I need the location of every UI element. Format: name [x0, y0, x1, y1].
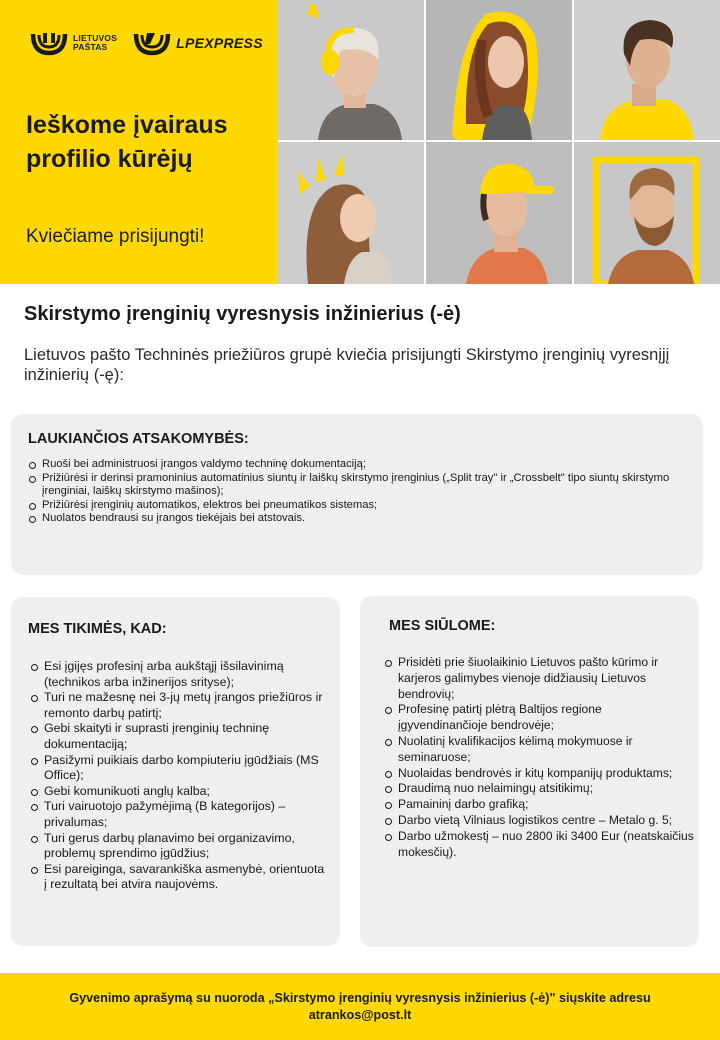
responsibilities-panel: [11, 414, 703, 575]
logo-lp-line2: PAŠTAS: [73, 42, 108, 52]
list-item: Turi gerus darbų planavimo bei organizavimo, problemų sprendimo įgūdžius;: [30, 831, 330, 862]
subline: Kviečiame prisijungti!: [26, 226, 205, 247]
portrait-man-yellow-cap: [426, 142, 572, 284]
list-item: Profesinę patirtį plėtrą Baltijos regione įgyvendinančioje bendrovėje;: [384, 702, 694, 734]
list-item: Turi ne mažesnę nei 3-jų metų įrangos priežiūros ir remonto darbų patirtį;: [30, 690, 330, 721]
list-item: Darbo vietą Vilniaus logistikos centre – Metalo g. 5;: [384, 813, 694, 829]
list-item: Prisidėti prie šiuolaikinio Lietuvos pašto kūrimo ir karjeros galimybes vienoje didžiausių Lietuvos bendrovių;: [384, 655, 694, 702]
footer-instruction: Gyvenimo aprašymą su nuoroda „Skirstymo įrenginių vyresnysis inžinierius (-ė)" siųskite adresu: [69, 991, 651, 1005]
header-yellow-panel: [0, 0, 278, 284]
portrait-woman-long-hair: [278, 142, 424, 284]
footer-banner: [0, 973, 720, 1040]
horn-icon: [30, 30, 68, 56]
expectations-heading: MES TIKIMĖS, KAD:: [28, 621, 167, 637]
horn-icon: [133, 30, 171, 56]
lietuvos-pastas-logo: [30, 30, 117, 56]
list-item: Esi pareiginga, savarankiška asmenybė, orientuota į rezultatą bei atvira naujovėms.: [30, 862, 330, 893]
responsibilities-list: [28, 458, 688, 526]
footer-email[interactable]: atrankos@post.lt: [308, 1007, 412, 1022]
logo-row: [30, 30, 263, 56]
list-item: Darbo užmokestį – nuo 2800 iki 3400 Eur (neatskaičius mokesčių).: [384, 829, 694, 861]
logo-lpx-text: LPEXPRESS: [176, 35, 263, 51]
offer-panel: [360, 596, 699, 947]
job-intro: Lietuvos pašto Techninės priežiūros grupė kviečia prisijungti Skirstymo įrenginių vyresnįjį inžinierių (-ę):: [24, 346, 670, 384]
headline: Ieškome įvairaus profilio kūrėjų: [26, 111, 228, 173]
portrait-man-curly-hair: [574, 0, 720, 140]
list-item: Pamaininį darbo grafiką;: [384, 797, 694, 813]
portrait-man-beard: [574, 142, 720, 284]
list-item: Prižiūrėsi ir derinsi pramoninius automatinius siuntų ir laiškų skirstymo įrenginius („Split tray" ir „Crossbelt" tipo siuntų skirstymo įrenginiai, laiškų skirstymo mašinos);: [28, 472, 688, 499]
list-item: Esi įgijęs profesinį arba aukštąjį išsilavinimą (technikos arba inžinerijos srityse);: [30, 659, 330, 690]
list-item: Nuolatos bendrausi su įrangos tiekėjais bei atstovais.: [28, 512, 688, 526]
list-item: Nuolatinį kvalifikacijos kėlimą mokymuose ir seminaruose;: [384, 734, 694, 766]
offer-list: [384, 655, 694, 860]
portrait-woman-red-hair: [426, 0, 572, 140]
list-item: Draudimą nuo nelaimingų atsitikimų;: [384, 781, 694, 797]
job-title: Skirstymo įrenginių vyresnysis inžinierius (-ė): [24, 303, 461, 325]
lpexpress-logo: [133, 30, 263, 56]
list-item: Gebi skaityti ir suprasti įrenginių techninę dokumentaciją;: [30, 721, 330, 752]
offer-heading: MES SIŪLOME:: [389, 618, 496, 634]
list-item: Nuolaidas bendrovės ir kitų kompanijų produktams;: [384, 766, 694, 782]
portrait-grid: [278, 0, 720, 284]
responsibilities-heading: LAUKIANČIOS ATSAKOMYBĖS:: [28, 431, 249, 447]
list-item: Pasižymi puikiais darbo kompiuteriu įgūdžiais (MS Office);: [30, 753, 330, 784]
list-item: Turi vairuotojo pažymėjimą (B kategorijos) – privalumas;: [30, 799, 330, 830]
list-item: Gebi komunikuoti anglų kalba;: [30, 784, 330, 800]
expectations-list: [30, 659, 330, 893]
list-item: Prižiūrėsi įrenginių automatikos, elektros bei pneumatikos sistemas;: [28, 499, 688, 513]
expectations-panel: [11, 597, 340, 946]
portrait-woman-headphones: [278, 0, 424, 140]
header-banner: [0, 0, 720, 284]
logo-lp-line1: LIETUVOS: [73, 33, 118, 43]
list-item: Ruoši bei administruosi įrangos valdymo techninę dokumentaciją;: [28, 458, 688, 472]
